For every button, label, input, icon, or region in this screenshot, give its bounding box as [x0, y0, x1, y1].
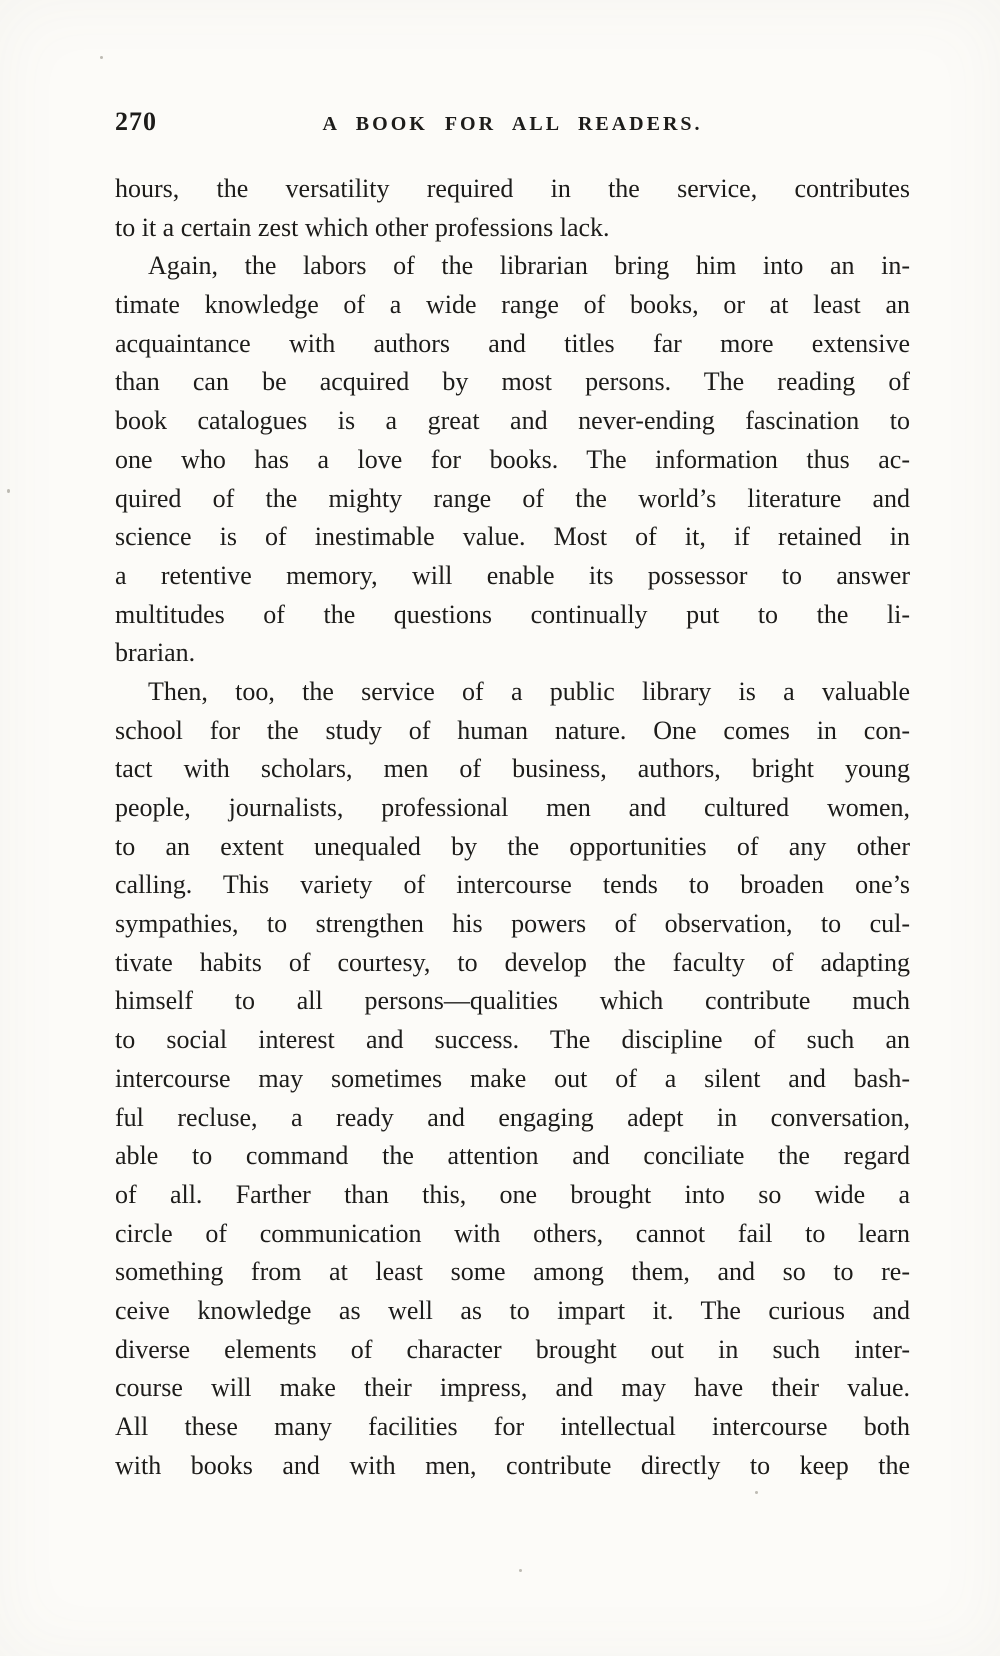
text-line: brarian. [115, 638, 196, 668]
text-line: circle of communication with others, cannot fail to learn [115, 1218, 910, 1248]
text-line: tact with scholars, men of business, authors, bright young [115, 754, 910, 784]
text-line: calling. This variety of intercourse tends to broaden one’s [115, 870, 910, 900]
text-line: people, journalists, professional men and cultured women, [115, 793, 910, 822]
text-line: a retentive memory, will enable its possessor to answer [115, 560, 910, 590]
text-line: All these many facilities for intellectual intercourse both [115, 1412, 910, 1441]
text-line: quired of the mighty range of the world’s literature and [115, 483, 910, 513]
text-line: ful recluse, a ready and engaging adept in conversation, [115, 1102, 910, 1132]
text-line: science is of inestimable value. Most of it, if retained in [115, 522, 910, 552]
text-line: to it a certain zest which other professions lack. [115, 212, 610, 242]
text-line: Again, the labors of the librarian bring him into an in- [148, 251, 910, 281]
scan-speck [100, 56, 103, 59]
text-line: to social interest and success. The discipline of such an [115, 1025, 910, 1055]
text-line: intercourse may sometimes make out of a silent and bash- [115, 1063, 910, 1093]
text-line: tivate habits of courtesy, to develop the faculty of adapting [115, 947, 910, 977]
scan-speck [7, 489, 10, 493]
text-line: course will make their impress, and may have their value. [115, 1373, 910, 1403]
text-line: with books and with men, contribute directly to keep the [115, 1450, 910, 1480]
text-line: than can be acquired by most persons. The reading of [115, 367, 910, 397]
text-line: Then, too, the service of a public library is a valuable [148, 676, 910, 706]
text-line: diverse elements of character brought out in such inter- [115, 1334, 910, 1364]
text-line: himself to all persons—qualities which contribute much [115, 986, 910, 1016]
scan-speck [519, 1569, 522, 1572]
page-number: 270 [115, 107, 157, 136]
text-line: multitudes of the questions continually put to the li- [115, 599, 910, 629]
text-line: school for the study of human nature. One comes in con- [115, 715, 910, 745]
running-header: A BOOK FOR ALL READERS. [322, 113, 703, 135]
text-line: to an extent unequaled by the opportunities of any other [115, 831, 910, 861]
text-line: of all. Farther than this, one brought into so wide a [115, 1179, 910, 1209]
scan-speck [755, 1491, 758, 1494]
text-line: able to command the attention and conciliate the regard [115, 1141, 910, 1171]
text-line: timate knowledge of a wide range of books, or at least an [115, 290, 910, 320]
body-text [115, 170, 910, 1485]
text-line: acquaintance with authors and titles far more extensive [115, 328, 910, 358]
text-line: sympathies, to strengthen his powers of observation, to cul- [115, 909, 910, 939]
text-line: one who has a love for books. The information thus ac- [115, 444, 910, 474]
text-line: book catalogues is a great and never-ending fascination to [115, 406, 910, 436]
text-line: hours, the versatility required in the service, contributes [115, 174, 910, 203]
text-line: ceive knowledge as well as to impart it. The curious and [115, 1295, 910, 1325]
page-header [115, 108, 910, 138]
text-line: something from at least some among them, and so to re- [115, 1257, 910, 1287]
